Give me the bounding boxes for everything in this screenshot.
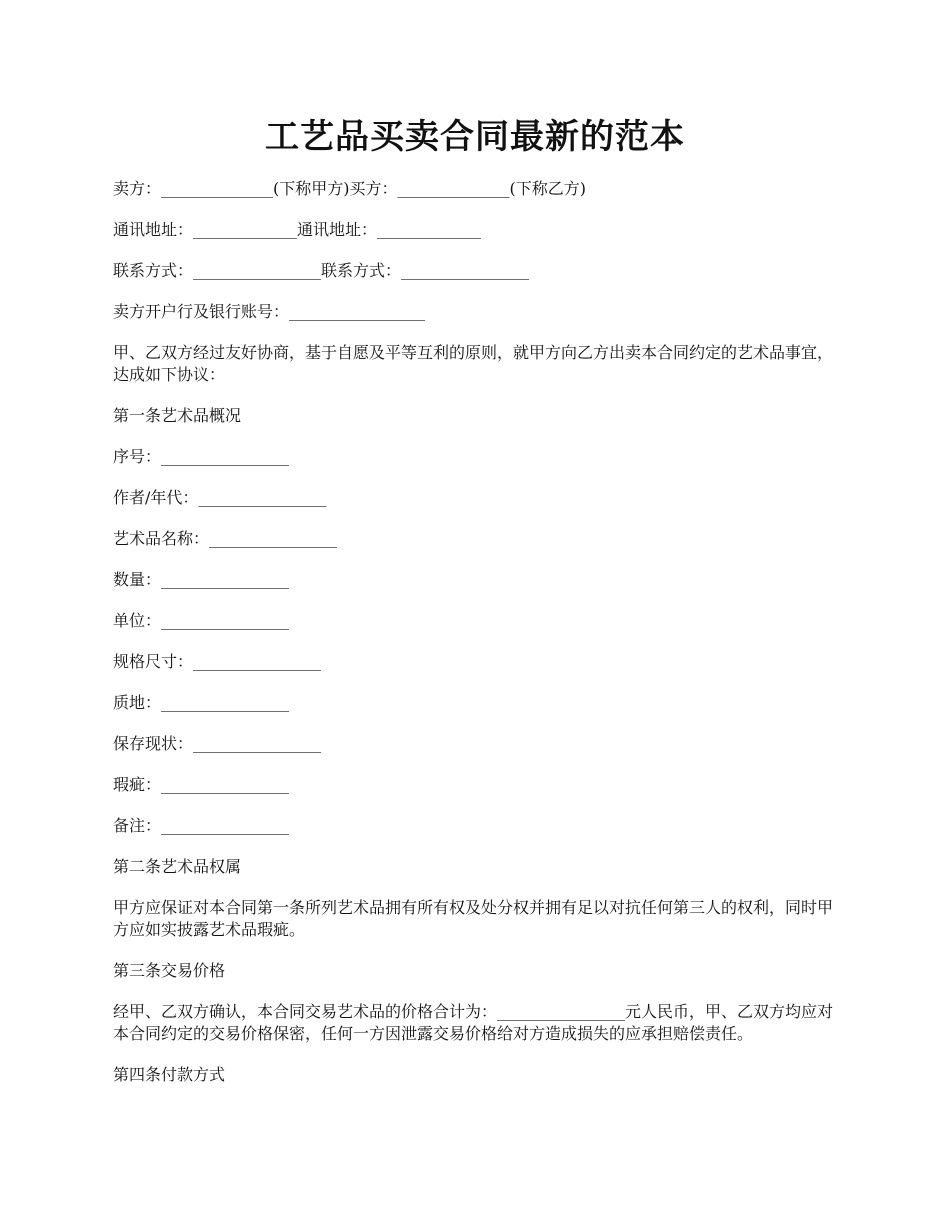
field-remarks: 备注：________________ — [113, 816, 290, 835]
document-body — [113, 178, 843, 1105]
field-condition: 保存现状：________________ — [113, 734, 322, 753]
article-2-heading: 第二条艺术品权属 — [113, 857, 242, 876]
field-dimensions: 规格尺寸：________________ — [113, 652, 322, 671]
article-3-heading: 第三条交易价格 — [113, 961, 226, 980]
field-quantity: 数量：________________ — [113, 570, 290, 589]
field-unit: 单位：________________ — [113, 611, 290, 630]
field-defects: 瑕疵：________________ — [113, 775, 290, 794]
seller-buyer-line: 卖方：______________(下称甲方)买方：______________(下称乙方) — [113, 179, 586, 198]
agreement-intro: 甲、乙双方经过友好协商，基于自愿及平等互利的原则，就甲方向乙方出卖本合同约定的艺术品事宜，达成如下协议： — [113, 343, 834, 384]
field-serial-number: 序号：________________ — [113, 447, 290, 466]
article-2-text: 甲方应保证对本合同第一条所列艺术品拥有所有权及处分权并拥有足以对抗任何第三人的权利，同时甲方应如实披露艺术品瑕疵。 — [113, 898, 834, 939]
bank-account-line: 卖方开户行及银行账号：_________________ — [113, 302, 426, 321]
field-artwork-name: 艺术品名称：________________ — [113, 529, 338, 548]
address-line: 通讯地址：_____________通讯地址：_____________ — [113, 220, 482, 239]
article-4-heading: 第四条付款方式 — [113, 1065, 226, 1084]
contact-line: 联系方式：________________联系方式：________________ — [113, 261, 530, 280]
field-material: 质地：________________ — [113, 693, 290, 712]
document-title: 工艺品买卖合同最新的范本 — [265, 117, 685, 157]
field-author-era: 作者/年代：________________ — [113, 488, 327, 507]
article-3-text: 经甲、乙双方确认，本合同交易艺术品的价格合计为：________________元人民币，甲、乙双方均应对本合同约定的交易价格保密，任何一方因泄露交易价格给对方造成损失的应承担赔偿责任。 — [113, 1002, 834, 1043]
article-1-heading: 第一条艺术品概况 — [113, 406, 242, 425]
